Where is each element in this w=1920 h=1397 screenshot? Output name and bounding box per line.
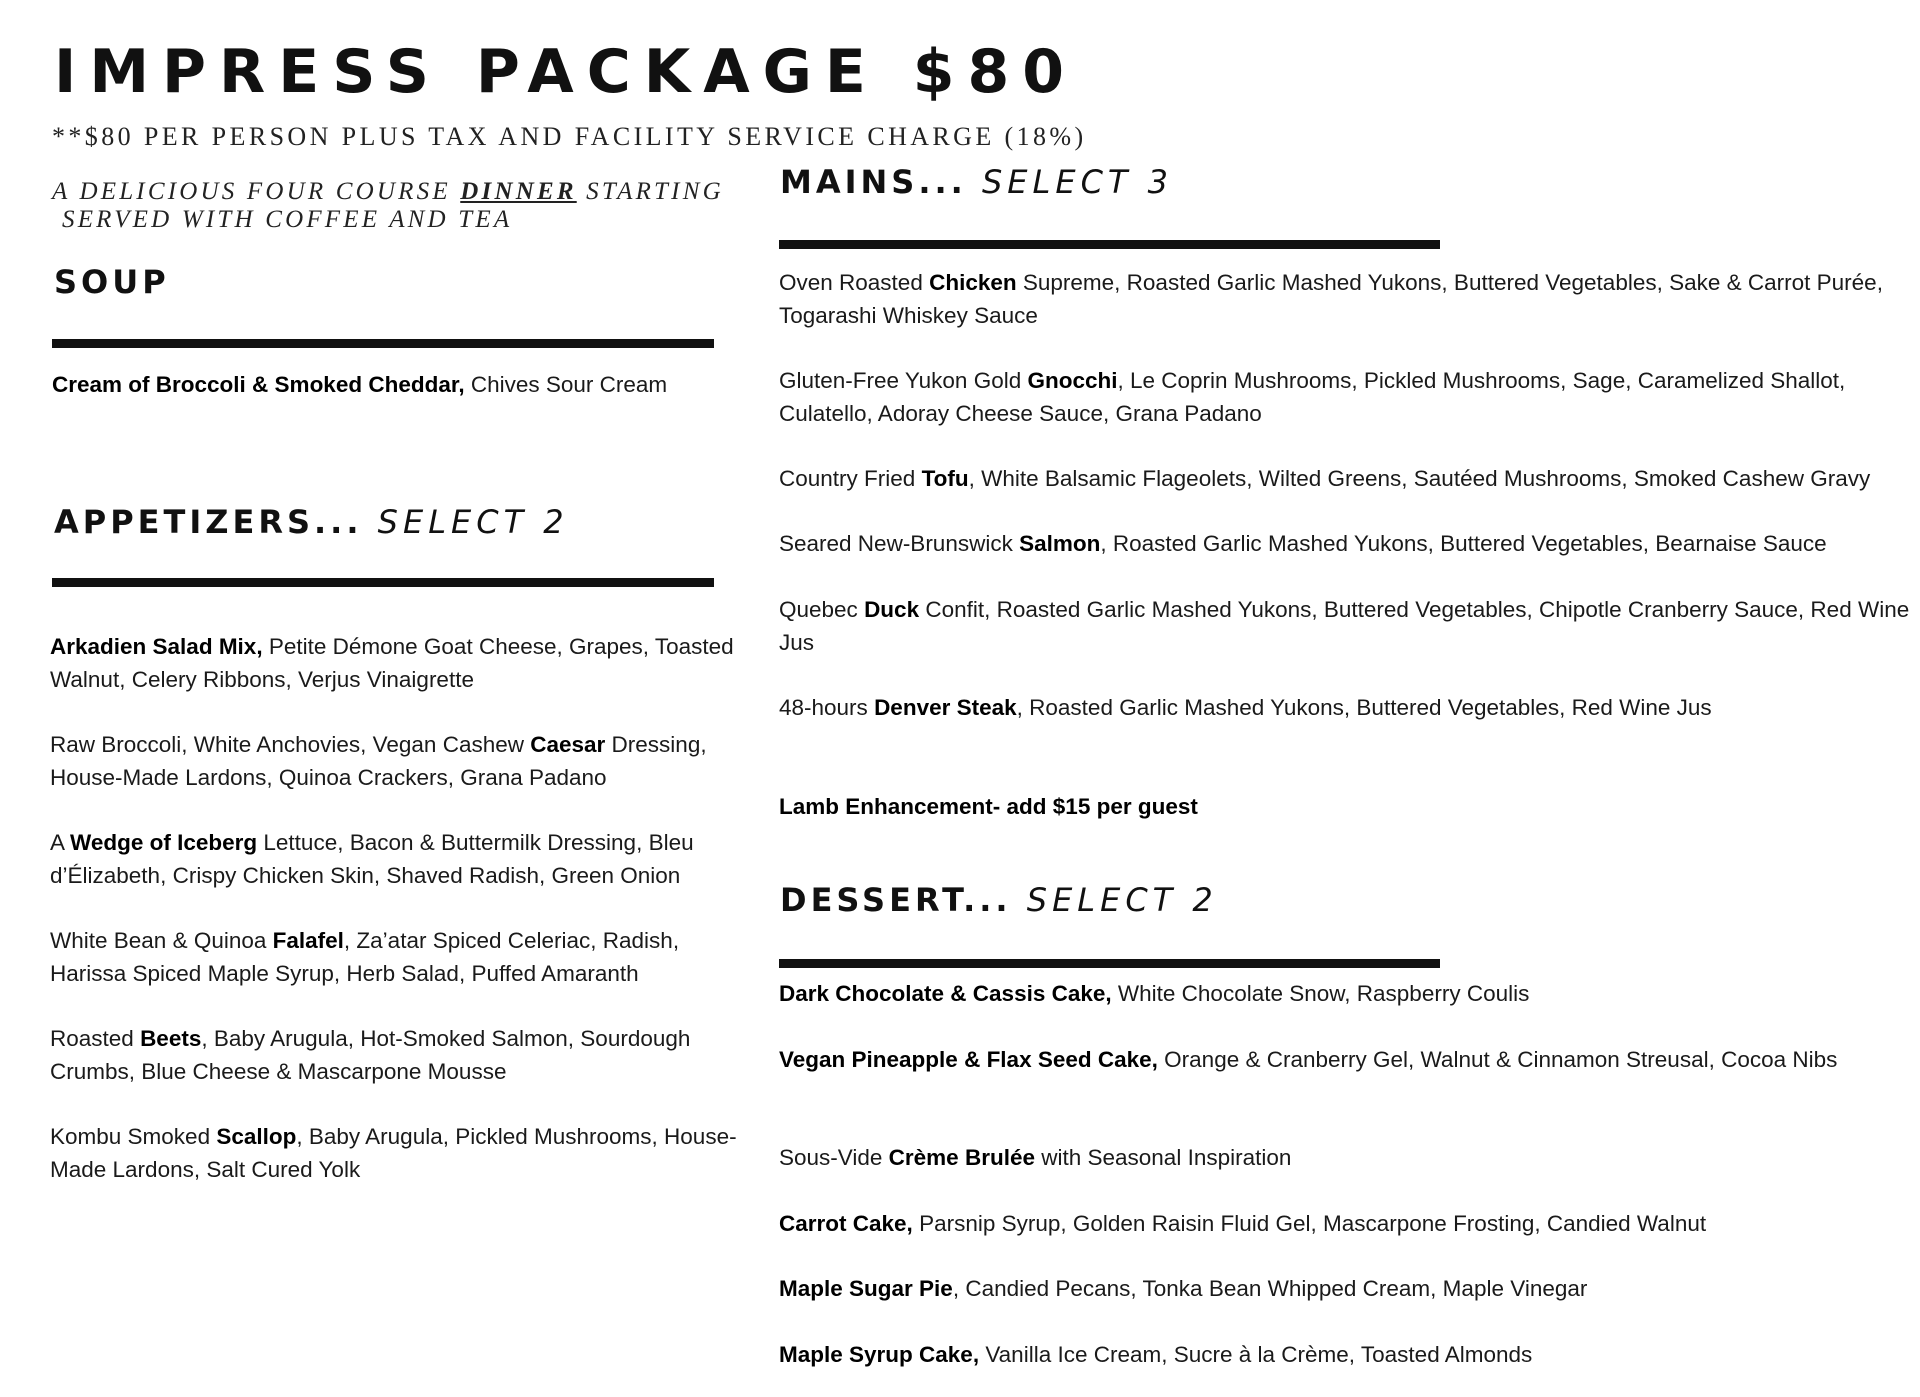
dessert-item: [779, 1141, 1914, 1174]
dessert-item-desc: , Candied Pecans, Tonka Bean Whipped Cream, Maple Vinegar: [952, 1276, 1588, 1301]
main-item: [779, 527, 1914, 560]
soup-item-name: Cream of Broccoli & Smoked Cheddar,: [52, 372, 465, 397]
main-item: [779, 593, 1914, 659]
appetizer-item: [50, 924, 750, 990]
page-title: IMPRESS PACKAGE $80: [54, 37, 1078, 107]
dessert-item-desc: Orange & Cranberry Gel, Walnut & Cinnamon Streusal, Cocoa Nibs: [1157, 1047, 1838, 1072]
main-item-pre: Quebec: [779, 597, 865, 622]
dessert-item-pre: Sous-Vide: [779, 1145, 889, 1170]
mains-divider: [779, 240, 1440, 249]
appetizer-item-pre: White Bean & Quinoa: [50, 928, 273, 953]
main-item-desc: Confit, Roasted Garlic Mashed Yukons, Buttered Vegetables, Chipotle Cranberry Sauce, Red Wine Jus: [779, 597, 1910, 655]
main-item-desc: , Roasted Garlic Mashed Yukons, Buttered Vegetables, Bearnaise Sauce: [1100, 531, 1827, 556]
dessert-item-name: Crème Brulée: [888, 1145, 1035, 1170]
soup-item-desc: Chives Sour Cream: [464, 372, 668, 397]
appetizer-item: [50, 1022, 750, 1088]
appetizer-item-pre: A: [50, 830, 71, 855]
main-item-name: Denver Steak: [874, 695, 1017, 720]
dessert-select-note: SELECT 2: [1011, 881, 1218, 919]
dessert-item-desc: Parsnip Syrup, Golden Raisin Fluid Gel, Mascarpone Frosting, Candied Walnut: [912, 1211, 1707, 1236]
soup-item: [52, 368, 732, 401]
intro-line2: SERVED WITH COFFEE AND TEA: [62, 206, 513, 233]
dessert-item-name: Carrot Cake,: [779, 1211, 913, 1236]
appetizer-item: [50, 826, 750, 892]
appetizer-item: [50, 728, 750, 794]
main-item: [779, 364, 1914, 430]
main-item-name: Gnocchi: [1027, 368, 1118, 393]
price-note: **$80 PER PERSON PLUS TAX AND FACILITY SERVICE CHARGE (18%): [52, 122, 1087, 151]
appetizer-item-desc: Petite Démone Goat Cheese, Grapes, Toasted Walnut, Celery Ribbons, Verjus Vinaigrette: [50, 634, 734, 692]
appetizers-divider: [52, 578, 714, 587]
soup-heading-label: SOUP: [54, 263, 170, 301]
main-item-name: Chicken: [929, 270, 1017, 295]
appetizer-item-name: Scallop: [216, 1124, 297, 1149]
appetizer-item-desc: , Baby Arugula, Hot-Smoked Salmon, Sourdough Crumbs, Blue Cheese & Mascarpone Mousse: [50, 1026, 691, 1084]
dessert-item-desc: Vanilla Ice Cream, Sucre à la Crème, Toasted Almonds: [979, 1342, 1533, 1367]
dessert-item: [779, 1272, 1914, 1305]
mains-heading-label: MAINS...: [780, 163, 967, 201]
appetizer-item-name: Caesar: [530, 732, 606, 757]
appetizer-item-desc: , Baby Arugula, Pickled Mushrooms, House-Made Lardons, Salt Cured Yolk: [50, 1124, 737, 1182]
dessert-item: [779, 1338, 1914, 1371]
lamb-enhancement-text: Lamb Enhancement- add $15 per guest: [779, 794, 1198, 819]
main-item-pre: Gluten-Free Yukon Gold: [779, 368, 1028, 393]
intro-text: [52, 178, 724, 234]
main-item-name: Duck: [864, 597, 920, 622]
soup-heading: [54, 262, 170, 302]
main-item-desc: , Le Coprin Mushrooms, Pickled Mushrooms, Sage, Caramelized Shallot, Culatello, Adoray Cheese Sauce, Grana Padano: [779, 368, 1846, 426]
dessert-item-name: Maple Sugar Pie: [779, 1276, 953, 1301]
appetizer-item: [50, 630, 750, 696]
appetizer-item-name: Arkadien Salad Mix,: [50, 634, 263, 659]
appetizer-item-desc: Lettuce, Bacon & Buttermilk Dressing, Bleu d’Élizabeth, Crispy Chicken Skin, Shaved Radish, Green Onion: [50, 830, 694, 888]
dessert-item: [779, 977, 1914, 1010]
appetizer-item-name: Beets: [140, 1026, 202, 1051]
appetizer-item-desc: , Za’atar Spiced Celeriac, Radish, Harissa Spiced Maple Syrup, Herb Salad, Puffed Amaranth: [50, 928, 680, 986]
appetizer-item-name: Falafel: [272, 928, 344, 953]
main-item-name: Salmon: [1019, 531, 1101, 556]
dessert-item: [779, 1207, 1914, 1240]
dessert-item-desc: White Chocolate Snow, Raspberry Coulis: [1111, 981, 1530, 1006]
main-item: [779, 691, 1914, 724]
main-item-pre: Oven Roasted: [779, 270, 930, 295]
main-item: [779, 462, 1914, 495]
mains-select-note: SELECT 3: [966, 163, 1173, 201]
appetizers-heading-label: APPETIZERS...: [54, 503, 363, 541]
dessert-divider: [779, 959, 1440, 968]
soup-divider: [52, 339, 714, 348]
appetizer-item-pre: Raw Broccoli, White Anchovies, Vegan Cashew: [50, 732, 531, 757]
mains-heading: [780, 162, 1173, 202]
dessert-heading: [780, 880, 1218, 920]
main-item-pre: Country Fried: [779, 466, 922, 491]
main-item-pre: Seared New-Brunswick: [779, 531, 1020, 556]
appetizers-select-note: SELECT 2: [362, 503, 569, 541]
dessert-item: [779, 1043, 1889, 1076]
main-item-pre: 48-hours: [779, 695, 875, 720]
intro-line1-pre: A DELICIOUS FOUR COURSE: [52, 178, 461, 205]
main-item-desc: Supreme, Roasted Garlic Mashed Yukons, Buttered Vegetables, Sake & Carrot Purée, Togarashi Whiskey Sauce: [779, 270, 1883, 328]
appetizer-item-pre: Roasted: [50, 1026, 141, 1051]
dessert-item-desc: with Seasonal Inspiration: [1034, 1145, 1292, 1170]
intro-line1-post: STARTING: [576, 178, 724, 205]
main-item-name: Tofu: [921, 466, 969, 491]
dessert-item-name: Maple Syrup Cake,: [779, 1342, 980, 1367]
main-item: [779, 266, 1914, 332]
dessert-item-name: Dark Chocolate & Cassis Cake,: [779, 981, 1112, 1006]
main-item-desc: , White Balsamic Flageolets, Wilted Greens, Sautéed Mushrooms, Smoked Cashew Gravy: [968, 466, 1871, 491]
appetizer-item-name: Wedge of Iceberg: [70, 830, 258, 855]
intro-dinner-word: DINNER: [460, 178, 577, 205]
lamb-enhancement-note: [779, 790, 1914, 823]
appetizer-item-pre: Kombu Smoked: [50, 1124, 217, 1149]
dessert-item-name: Vegan Pineapple & Flax Seed Cake,: [779, 1047, 1158, 1072]
dessert-heading-label: DESSERT...: [780, 881, 1012, 919]
main-item-desc: , Roasted Garlic Mashed Yukons, Buttered Vegetables, Red Wine Jus: [1016, 695, 1712, 720]
appetizer-item: [50, 1120, 750, 1186]
appetizer-item-desc: Dressing, House-Made Lardons, Quinoa Crackers, Grana Padano: [50, 732, 707, 790]
appetizers-heading: [54, 502, 569, 542]
